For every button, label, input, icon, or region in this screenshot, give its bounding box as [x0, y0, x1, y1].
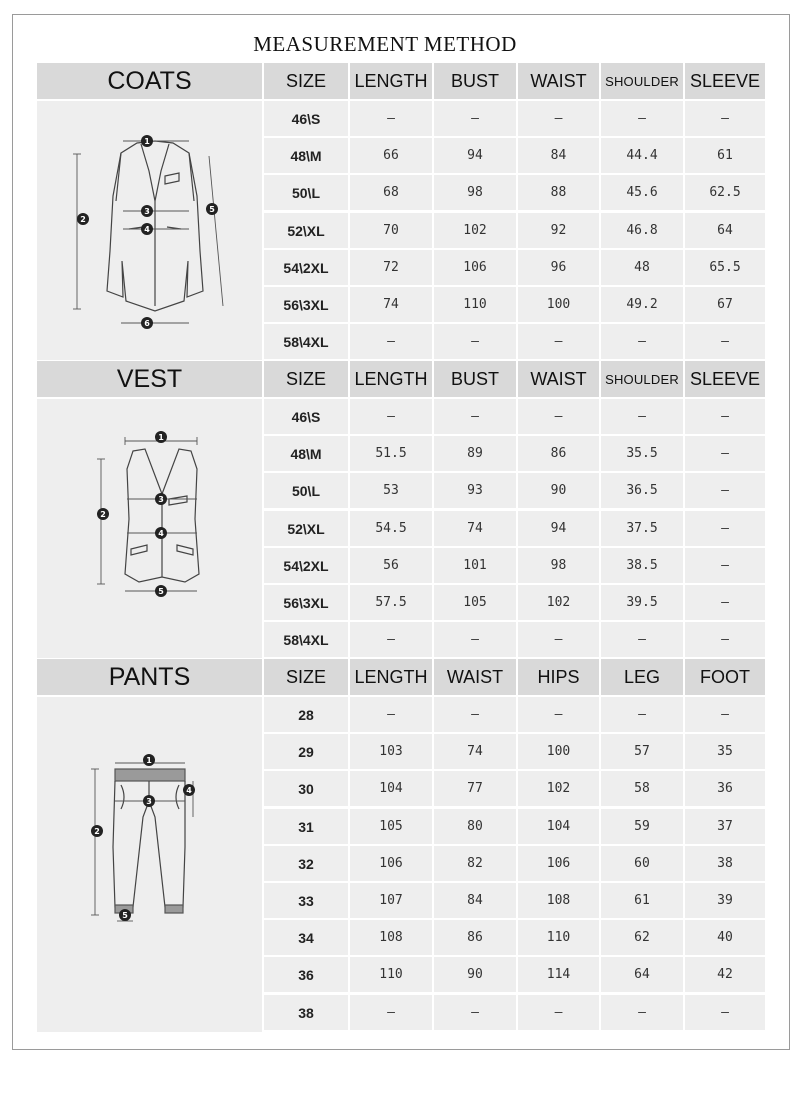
vest-header-bust: BUST	[434, 361, 516, 397]
coats-value-cell: –	[434, 324, 516, 359]
vest-diagram-icon	[37, 399, 262, 658]
coats-size-cell: 54\2XL	[264, 250, 348, 285]
coats-header-shoulder: SHOULDER	[601, 63, 683, 99]
vest-size-cell: 56\3XL	[264, 585, 348, 620]
vest-value-cell: 56	[350, 548, 432, 583]
pants-diagram-icon	[37, 697, 262, 1032]
pants-size-cell: 31	[264, 809, 348, 844]
coats-value-cell: 66	[350, 138, 432, 173]
coats-value-cell: –	[601, 101, 683, 136]
coats-value-cell: 49.2	[601, 287, 683, 322]
pants-value-cell: 103	[350, 734, 432, 769]
coats-value-cell: 62.5	[685, 175, 765, 210]
coats-value-cell: 46.8	[601, 213, 683, 248]
pants-value-cell: 82	[434, 846, 516, 881]
pants-value-cell: –	[434, 995, 516, 1030]
pants-value-cell: 74	[434, 734, 516, 769]
coats-value-cell: –	[350, 101, 432, 136]
vest-marker-2: 2	[100, 510, 106, 519]
vest-value-cell: 38.5	[601, 548, 683, 583]
coats-value-cell: 70	[350, 213, 432, 248]
coat-marker-2: 2	[80, 215, 86, 224]
coats-value-cell: –	[350, 324, 432, 359]
pants-value-cell: 107	[350, 883, 432, 918]
pants-value-cell: 58	[601, 771, 683, 806]
pants-header-size: SIZE	[264, 659, 348, 695]
coats-value-cell: 96	[518, 250, 599, 285]
coats-header-size: SIZE	[264, 63, 348, 99]
vest-heading: VEST	[37, 361, 262, 397]
vest-value-cell: 74	[434, 511, 516, 546]
vest-value-cell: 37.5	[601, 511, 683, 546]
pants-value-cell: 90	[434, 957, 516, 992]
pants-value-cell: –	[685, 995, 765, 1030]
coats-header-waist: WAIST	[518, 63, 599, 99]
coats-value-cell: 44.4	[601, 138, 683, 173]
pants-size-cell: 36	[264, 957, 348, 992]
pants-marker-4: 4	[186, 786, 192, 795]
vest-value-cell: 101	[434, 548, 516, 583]
vest-marker-1: 1	[158, 433, 164, 442]
pants-value-cell: –	[350, 995, 432, 1030]
coats-value-cell: –	[685, 324, 765, 359]
vest-value-cell: 54.5	[350, 511, 432, 546]
coat-marker-5: 5	[209, 205, 215, 214]
vest-value-cell: –	[434, 399, 516, 434]
coat-marker-3: 3	[144, 207, 150, 216]
vest-size-cell: 46\S	[264, 399, 348, 434]
pants-value-cell: 108	[518, 883, 599, 918]
vest-marker-5: 5	[158, 587, 164, 596]
coats-value-cell: 64	[685, 213, 765, 248]
pants-value-cell: 40	[685, 920, 765, 955]
pants-value-cell: 62	[601, 920, 683, 955]
coats-value-cell: 110	[434, 287, 516, 322]
vest-size-cell: 48\M	[264, 436, 348, 471]
coats-value-cell: 65.5	[685, 250, 765, 285]
coats-value-cell: 61	[685, 138, 765, 173]
coats-size-cell: 50\L	[264, 175, 348, 210]
pants-value-cell: 64	[601, 957, 683, 992]
pants-size-cell: 34	[264, 920, 348, 955]
pants-value-cell: 37	[685, 809, 765, 844]
pants-value-cell: 35	[685, 734, 765, 769]
vest-value-cell: –	[350, 622, 432, 657]
vest-illustration	[37, 399, 262, 658]
coats-value-cell: 67	[685, 287, 765, 322]
vest-value-cell: –	[685, 399, 765, 434]
vest-value-cell: 86	[518, 436, 599, 471]
pants-value-cell: 59	[601, 809, 683, 844]
coats-value-cell: 48	[601, 250, 683, 285]
pants-size-cell: 38	[264, 995, 348, 1030]
pants-value-cell: 38	[685, 846, 765, 881]
coats-value-cell: 92	[518, 213, 599, 248]
coats-header-bust: BUST	[434, 63, 516, 99]
pants-value-cell: –	[601, 697, 683, 732]
pants-value-cell: 104	[350, 771, 432, 806]
coat-marker-6: 6	[144, 319, 150, 328]
coats-value-cell: –	[434, 101, 516, 136]
coat-marker-4: 4	[144, 225, 150, 234]
vest-marker-4: 4	[158, 529, 164, 538]
coats-value-cell: 102	[434, 213, 516, 248]
vest-value-cell: 90	[518, 473, 599, 508]
vest-value-cell: 53	[350, 473, 432, 508]
pants-size-cell: 32	[264, 846, 348, 881]
pants-value-cell: 100	[518, 734, 599, 769]
pants-heading: PANTS	[37, 659, 262, 695]
pants-value-cell: 110	[350, 957, 432, 992]
pants-value-cell: 42	[685, 957, 765, 992]
suit-jacket-diagram-icon	[37, 101, 262, 360]
vest-value-cell: –	[350, 399, 432, 434]
pants-value-cell: 114	[518, 957, 599, 992]
vest-value-cell: 98	[518, 548, 599, 583]
vest-value-cell: –	[685, 473, 765, 508]
pants-value-cell: 106	[518, 846, 599, 881]
vest-value-cell: 89	[434, 436, 516, 471]
coats-value-cell: 88	[518, 175, 599, 210]
pants-value-cell: 60	[601, 846, 683, 881]
pants-header-leg: LEG	[601, 659, 683, 695]
vest-value-cell: 57.5	[350, 585, 432, 620]
pants-value-cell: –	[350, 697, 432, 732]
pants-value-cell: 106	[350, 846, 432, 881]
vest-section	[37, 361, 765, 658]
pants-marker-1: 1	[146, 756, 152, 765]
pants-size-cell: 30	[264, 771, 348, 806]
vest-value-cell: 51.5	[350, 436, 432, 471]
pants-header-foot: FOOT	[685, 659, 765, 695]
pants-marker-5: 5	[122, 911, 128, 920]
vest-value-cell: 105	[434, 585, 516, 620]
coats-value-cell: 106	[434, 250, 516, 285]
pants-value-cell: 108	[350, 920, 432, 955]
vest-value-cell: –	[434, 622, 516, 657]
vest-value-cell: 39.5	[601, 585, 683, 620]
vest-value-cell: –	[685, 585, 765, 620]
vest-marker-3: 3	[158, 495, 164, 504]
vest-value-cell: –	[685, 622, 765, 657]
pants-value-cell: 105	[350, 809, 432, 844]
pants-size-cell: 33	[264, 883, 348, 918]
vest-size-cell: 52\XL	[264, 511, 348, 546]
pants-header-waist: WAIST	[434, 659, 516, 695]
pants-header-length: LENGTH	[350, 659, 432, 695]
pants-value-cell: –	[518, 995, 599, 1030]
coats-value-cell: 98	[434, 175, 516, 210]
coats-size-cell: 46\S	[264, 101, 348, 136]
vest-value-cell: –	[685, 548, 765, 583]
vest-value-cell: –	[685, 511, 765, 546]
coats-value-cell: –	[518, 324, 599, 359]
page-title: MEASUREMENT METHOD	[253, 32, 517, 56]
coats-illustration	[37, 101, 262, 360]
pants-value-cell: –	[434, 697, 516, 732]
pants-size-cell: 28	[264, 697, 348, 732]
vest-value-cell: –	[601, 622, 683, 657]
coats-size-cell: 56\3XL	[264, 287, 348, 322]
coats-value-cell: 100	[518, 287, 599, 322]
coats-size-cell: 48\M	[264, 138, 348, 173]
coats-value-cell: –	[518, 101, 599, 136]
vest-value-cell: 93	[434, 473, 516, 508]
pants-section	[37, 659, 765, 1032]
pants-marker-2: 2	[94, 827, 100, 836]
pants-marker-3: 3	[146, 797, 152, 806]
coats-size-cell: 58\4XL	[264, 324, 348, 359]
vest-markers	[97, 431, 167, 597]
coats-value-cell: 84	[518, 138, 599, 173]
coats-value-cell: 94	[434, 138, 516, 173]
coats-value-cell: 74	[350, 287, 432, 322]
vest-value-cell: 35.5	[601, 436, 683, 471]
vest-size-cell: 54\2XL	[264, 548, 348, 583]
coats-section	[37, 63, 765, 360]
pants-value-cell: –	[518, 697, 599, 732]
coats-size-cell: 52\XL	[264, 213, 348, 248]
coat-marker-1: 1	[144, 137, 150, 146]
coats-value-cell: 72	[350, 250, 432, 285]
pants-value-cell: –	[685, 697, 765, 732]
coats-value-cell: –	[685, 101, 765, 136]
pants-value-cell: 104	[518, 809, 599, 844]
pants-value-cell: –	[601, 995, 683, 1030]
pants-value-cell: 80	[434, 809, 516, 844]
vest-header-sleeve: SLEEVE	[685, 361, 765, 397]
pants-value-cell: 61	[601, 883, 683, 918]
pants-value-cell: 86	[434, 920, 516, 955]
coats-value-cell: 68	[350, 175, 432, 210]
pants-value-cell: 39	[685, 883, 765, 918]
vest-size-cell: 50\L	[264, 473, 348, 508]
vest-header-shoulder: SHOULDER	[601, 361, 683, 397]
vest-value-cell: 102	[518, 585, 599, 620]
vest-header-length: LENGTH	[350, 361, 432, 397]
pants-value-cell: 110	[518, 920, 599, 955]
pants-illustration	[37, 697, 262, 1032]
pants-value-cell: 36	[685, 771, 765, 806]
pants-value-cell: 77	[434, 771, 516, 806]
vest-value-cell: –	[518, 399, 599, 434]
pants-header-hips: HIPS	[518, 659, 599, 695]
vest-header-waist: WAIST	[518, 361, 599, 397]
vest-value-cell: –	[685, 436, 765, 471]
pants-value-cell: 102	[518, 771, 599, 806]
vest-value-cell: 94	[518, 511, 599, 546]
coats-header-sleeve: SLEEVE	[685, 63, 765, 99]
pants-size-cell: 29	[264, 734, 348, 769]
pants-value-cell: 57	[601, 734, 683, 769]
pants-value-cell: 84	[434, 883, 516, 918]
vest-value-cell: –	[518, 622, 599, 657]
coats-heading: COATS	[37, 63, 262, 99]
vest-header-size: SIZE	[264, 361, 348, 397]
vest-value-cell: –	[601, 399, 683, 434]
vest-value-cell: 36.5	[601, 473, 683, 508]
coats-value-cell: 45.6	[601, 175, 683, 210]
vest-size-cell: 58\4XL	[264, 622, 348, 657]
coats-header-length: LENGTH	[350, 63, 432, 99]
coats-value-cell: –	[601, 324, 683, 359]
